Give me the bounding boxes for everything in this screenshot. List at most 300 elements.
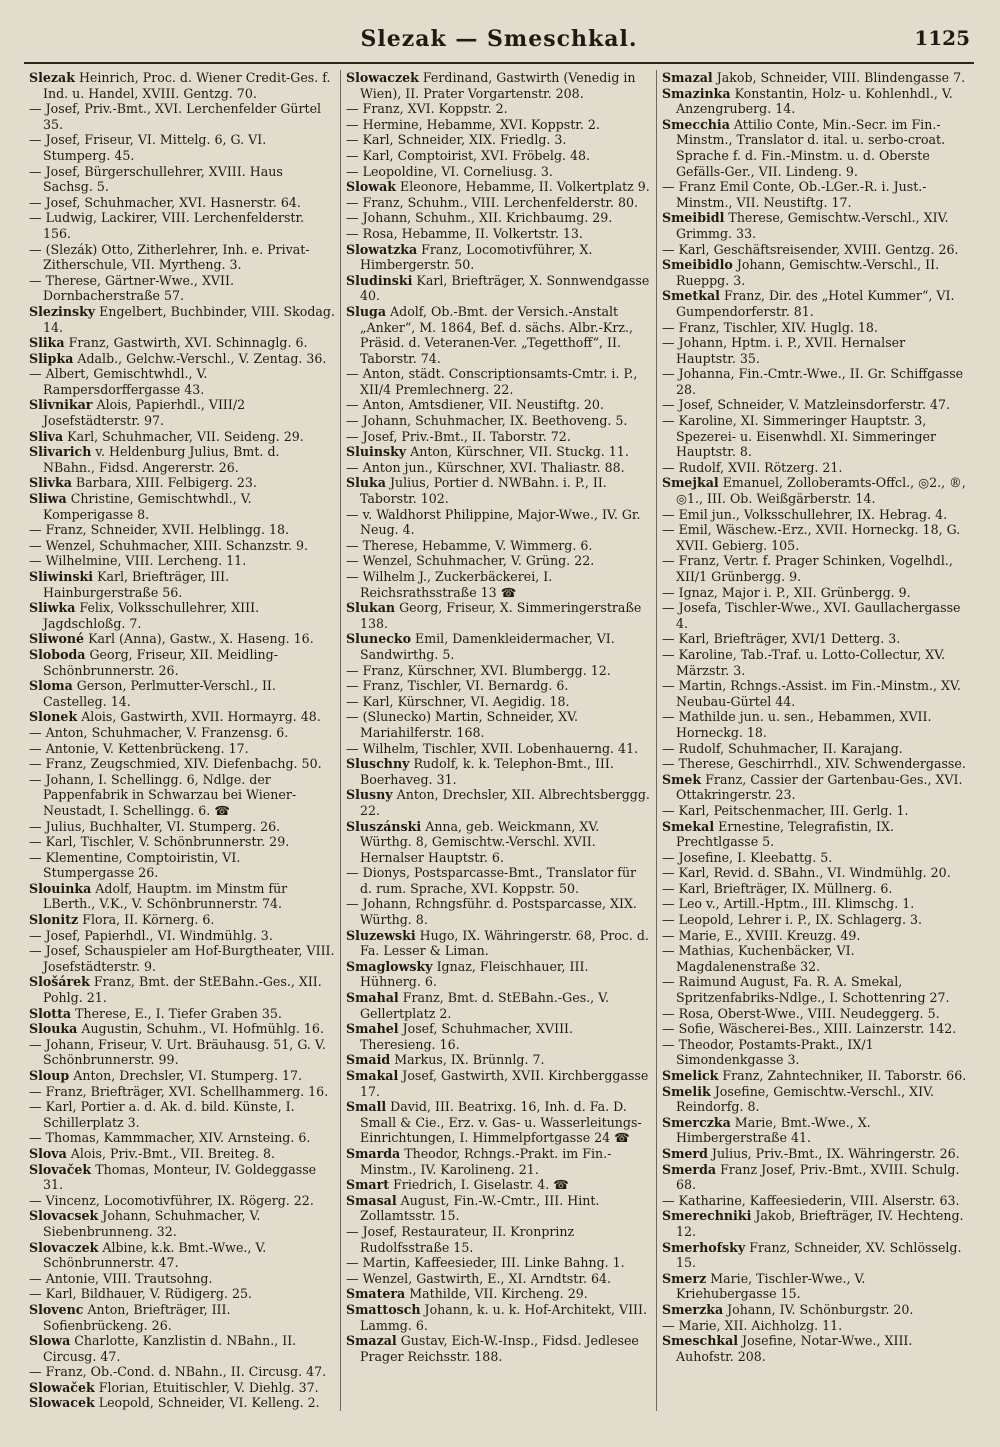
entry-details: — Dionys, Postsparcasse-Bmt., Translator für d. rum. Sprache, XVI. Koppstr. 50.: [346, 865, 637, 896]
directory-entry: [662, 335, 967, 366]
entry-details: Emanuel, Zolloberamts-Offcl., ◎2., ®, ◎1., III. Ob. Weißgärberstr. 14.: [676, 475, 966, 507]
entry-details: — Rosa, Hebamme, II. Volkertstr. 13.: [346, 225, 583, 241]
entry-surname: Sluinsky: [346, 444, 407, 460]
entry-details: Franz, Dir. des „Hotel Kummer“, VI. Gumpendorferstr. 81.: [676, 288, 955, 319]
entry-surname: Smelick: [662, 1068, 719, 1083]
directory-columns: [24, 70, 974, 1411]
entry-surname: Sloma: [29, 678, 73, 694]
directory-entry: [346, 787, 651, 818]
entry-details: Franz, Bmt. d. StEBahn.-Ges., V. Gellertplatz 2.: [360, 990, 610, 1021]
entry-details: — Karl, Comptoirist, XVI. Fröbelg. 48.: [346, 147, 591, 163]
entry-details: Karl, Schuhmacher, VII. Seideng. 29.: [67, 428, 304, 444]
entry-details: — Karl, Bildhauer, V. Rüdigerg. 25.: [29, 1286, 252, 1302]
directory-entry: [662, 600, 967, 631]
directory-entry: [346, 1286, 651, 1302]
entry-details: — Marie, E., XVIII. Kreuzg. 49.: [662, 927, 861, 943]
entry-details: — Anton jun., Kürschner, XVI. Thaliastr. 88.: [346, 459, 625, 475]
entry-surname: Slovenc: [29, 1301, 84, 1317]
entry-details: — Karl, Revid. d. SBahn., VI. Windmühlg. 20.: [662, 865, 951, 881]
entry-surname: Slonek: [29, 709, 78, 725]
entry-surname: Smek: [662, 771, 702, 787]
entry-surname: Smelik: [662, 1083, 711, 1099]
directory-entry: [662, 928, 967, 944]
entry-details: Gustav, Eich-W.-Insp., Fidsd. Jedlesee Prager Reichsstr. 188.: [360, 1333, 639, 1364]
directory-entry: [662, 974, 967, 1005]
entry-details: Josefine, Gemischtw.-Verschl., XIV. Reindorfg. 8.: [676, 1083, 934, 1115]
directory-entry: [29, 1130, 335, 1146]
entry-details: — Johanna, Fin.-Cmtr.-Wwe., II. Gr. Schiffgasse 28.: [662, 366, 964, 397]
entry-details: Franz, Locomotivführer, X. Himbergerstr. 50.: [360, 241, 593, 273]
entry-surname: Smerz: [662, 1270, 707, 1286]
directory-entry: [662, 1271, 967, 1302]
entry-details: — Josef, Priv.-Bmt., XVI. Lerchenfelder Gürtel 35.: [29, 101, 322, 132]
entry-details: — Josefa, Tischler-Wwe., XVI. Gaullachergasse 4.: [662, 600, 961, 631]
entry-surname: Small: [346, 1099, 387, 1115]
entry-details: — Anton, städt. Conscriptionsamts-Cmtr. i. P., XII/4 Premlechnerg. 22.: [346, 366, 638, 397]
entry-details: — Raimund August, Fa. R. A. Smekal, Spritzenfabriks-Ndlge., I. Schottenring 27.: [662, 974, 950, 1006]
entry-details: Josef, Schuhmacher, XVIII. Theresieng. 16.: [360, 1021, 574, 1052]
entry-details: August, Fin.-W.-Cmtr., III. Hint. Zollamtsstr. 15.: [360, 1192, 600, 1224]
entry-details: Julius, Portier d. NWBahn. i. P., II. Taborstr. 102.: [360, 475, 607, 507]
entry-details: Josef, Gastwirth, XVII. Kirchberggasse 17.: [360, 1068, 649, 1099]
directory-entry: [346, 70, 651, 101]
entry-details: — v. Waldhorst Philippine, Major-Wwe., IV. Gr. Neug. 4.: [346, 506, 641, 538]
entry-details: Mathilde, VII. Kircheng. 29.: [409, 1286, 588, 1302]
entry-details: — Franz, Ob.-Cond. d. NBahn., II. Circusg. 47.: [29, 1364, 327, 1380]
entry-details: — Josef, Schauspieler am Hof-Burgtheater, VIII. Josefstädterstr. 9.: [29, 943, 335, 974]
entry-surname: Sluzewski: [346, 927, 416, 943]
directory-entry: [662, 1318, 967, 1334]
entry-details: — Karoline, Tab.-Traf. u. Lotto-Collectur, XV. Märzstr. 3.: [662, 646, 946, 678]
directory-entry: [662, 709, 967, 740]
entry-details: Rudolf, k. k. Telephon-Bmt., III. Boerhaveg. 31.: [360, 756, 614, 787]
directory-entry: [662, 413, 967, 460]
directory-entry: [662, 819, 967, 850]
entry-details: Georg, Friseur, XII. Meidling-Schönbrunnerstr. 26.: [43, 646, 278, 678]
entry-details: — Johann, I. Schellingg. 6, Ndlge. der Pappenfabrik in Schwarzau bei Wiener-Neustadt, I. Schellingg. 6. ☎: [29, 771, 297, 818]
entry-details: Markus, IX. Brünnlg. 7.: [394, 1052, 545, 1068]
directory-entry: [662, 86, 967, 117]
entry-details: — (Slunecko) Martin, Schneider, XV. Mariahilferstr. 168.: [346, 709, 579, 740]
directory-entry: [662, 242, 967, 258]
entry-details: Alois, Gastwirth, XVII. Hormayrg. 48.: [81, 709, 321, 725]
entry-details: — Therese, Gärtner-Wwe., XVII. Dornbacherstraße 57.: [29, 272, 234, 304]
entry-details: — Martin, Kaffeesieder, III. Linke Bahng. 1.: [346, 1255, 625, 1271]
directory-entry: [29, 678, 335, 709]
entry-details: — Franz, Kürschner, XVI. Blumbergg. 12.: [346, 662, 611, 678]
directory-entry: [29, 475, 335, 491]
directory-entry: [29, 444, 335, 475]
entry-surname: Smerechniki: [662, 1208, 752, 1224]
entry-details: Anton, Briefträger, III. Sofienbrückeng. 26.: [43, 1301, 231, 1333]
directory-entry: [346, 1271, 651, 1287]
directory-entry: [346, 117, 651, 133]
entry-surname: Slova: [29, 1145, 67, 1161]
entry-details: — Klementine, Comptoiristin, VI. Stumpergasse 26.: [29, 849, 241, 881]
entry-details: — Therese, Hebamme, V. Wimmerg. 6.: [346, 537, 593, 553]
entry-details: Marie, Bmt.-Wwe., X. Himbergerstraße 41.: [676, 1114, 871, 1146]
directory-entry: [346, 990, 651, 1021]
directory-entry: [29, 1286, 335, 1302]
entry-details: — Vincenz, Locomotivführer, IX. Rögerg. 22.: [29, 1192, 314, 1208]
directory-entry: [662, 475, 967, 506]
entry-details: Theodor, Rchngs.-Prakt. im Fin.-Minstm., IV. Karolineng. 21.: [360, 1145, 612, 1177]
entry-details: — Anton, Schuhmacher, V. Franzensg. 6.: [29, 724, 289, 740]
directory-entry: [662, 850, 967, 866]
entry-details: — Karl, Portier a. d. Ak. d. bild. Künste, I. Schillerplatz 3.: [29, 1099, 295, 1130]
entry-details: — Emil jun., Volksschullehrer, IX. Hebrag. 4.: [662, 506, 948, 522]
entry-details: Johann, Schuhmacher, V. Siebenbrunneng. 32.: [43, 1208, 261, 1239]
directory-entry: [346, 1099, 651, 1146]
entry-details: — Wenzel, Schuhmacher, XIII. Schanzstr. 9.: [29, 537, 309, 553]
directory-entry: [662, 912, 967, 928]
directory-entry: [346, 1255, 651, 1271]
entry-details: Franz, Gastwirth, XVI. Schinnaglg. 6.: [68, 335, 308, 351]
entry-surname: Slezak: [29, 70, 75, 85]
directory-entry: [29, 164, 335, 195]
directory-entry: [29, 569, 335, 600]
entry-details: — Franz, XVI. Koppstr. 2.: [346, 101, 508, 117]
directory-entry: [662, 1193, 967, 1209]
entry-surname: Sliwka: [29, 600, 76, 616]
directory-entry: [662, 460, 967, 476]
directory-entry: [29, 1395, 335, 1411]
entry-details: — Johann, Schuhmacher, IX. Beethoveng. 5.: [346, 413, 628, 429]
entry-surname: Sliwoné: [29, 631, 85, 647]
directory-entry: [346, 429, 651, 445]
entry-details: Friedrich, I. Giselastr. 4. ☎: [393, 1177, 569, 1193]
entry-details: v. Heldenburg Julius, Bmt. d. NBahn., Fidsd. Angererstr. 26.: [43, 444, 280, 475]
entry-details: — Anton, Amtsdiener, VII. Neustiftg. 20.: [346, 397, 604, 413]
entry-surname: Slotta: [29, 1005, 72, 1021]
directory-entry: [346, 273, 651, 304]
directory-entry: [346, 242, 651, 273]
directory-entry: [346, 928, 651, 959]
entry-surname: Slovacsek: [29, 1208, 99, 1224]
entry-details: Karl (Anna), Gastw., X. Haseng. 16.: [88, 631, 314, 647]
page-number: 1125: [914, 26, 970, 50]
directory-entry: [29, 351, 335, 367]
entry-surname: Slukan: [346, 600, 396, 616]
entry-details: Karl, Briefträger, X. Sonnwendgasse 40.: [360, 272, 650, 304]
entry-surname: Smejkal: [662, 475, 719, 491]
directory-entry: [346, 101, 651, 117]
entry-details: — Antonie, VIII. Trautsohng.: [29, 1270, 213, 1286]
entry-details: — Karl, Peitschenmacher, III. Gerlg. 1.: [662, 802, 909, 818]
directory-entry: [662, 647, 967, 678]
entry-surname: Slonitz: [29, 912, 79, 928]
entry-details: Franz, Schneider, XV. Schlösselg. 15.: [676, 1239, 962, 1271]
entry-details: Johann, k. u. k. Hof-Architekt, VIII. Lammg. 6.: [360, 1301, 647, 1333]
entry-details: Johann, IV. Schönburgstr. 20.: [727, 1301, 914, 1317]
entry-details: — Josef, Priv.-Bmt., II. Taborstr. 72.: [346, 428, 571, 444]
entry-surname: Sloup: [29, 1068, 70, 1083]
directory-entry: [346, 1068, 651, 1099]
directory-entry: [662, 585, 967, 601]
entry-surname: Slowaczek: [346, 70, 419, 85]
entry-details: — Julius, Buchhalter, VI. Stumperg. 26.: [29, 818, 281, 834]
entry-details: — Johann, Rchngsführ. d. Postsparcasse, XIX. Würthg. 8.: [346, 896, 637, 928]
directory-entry: [662, 210, 967, 241]
entry-details: Adolf, Ob.-Bmt. der Versich.-Anstalt „Anker“, M. 1864, Bef. d. sächs. Albr.-Krz., Präsid. d. Veteranen-Ver. „Tegetthoff“, II. Taborstr. 74.: [360, 303, 633, 366]
directory-entry: [662, 1006, 967, 1022]
entry-details: — Rudolf, XVII. Rötzerg. 21.: [662, 459, 843, 475]
directory-entry: [29, 1208, 335, 1239]
directory-entry: [662, 1208, 967, 1239]
entry-details: Karl, Briefträger, III. Hainburgerstraße 56.: [43, 569, 230, 600]
directory-entry: [29, 210, 335, 241]
entry-details: Anna, geb. Weickmann, XV. Würthg. 8, Gemischtw.-Verschl. XVII. Hernalser Hauptstr. 6.: [360, 818, 600, 865]
directory-entry: [662, 117, 967, 179]
directory-entry: [346, 694, 651, 710]
entry-surname: Sludinski: [346, 272, 413, 288]
entry-details: Barbara, XIII. Felbigerg. 23.: [75, 475, 257, 491]
directory-entry: [346, 210, 651, 226]
entry-surname: Smazal: [346, 1333, 397, 1349]
entry-surname: Smazinka: [662, 85, 731, 101]
directory-entry: [346, 148, 651, 164]
entry-details: Ignaz, Fleischhauer, III. Hühnerg. 6.: [360, 958, 589, 990]
entry-surname: Sliwinski: [29, 569, 94, 584]
directory-entry: [346, 1333, 651, 1364]
entry-details: Attilio Conte, Min.-Secr. im Fin.-Minstm., Translator d. ital. u. serbo-croat. Sprache f. d. Fin.-Minstm. u. d. Oberste Gefälls-Ger., VII. Lindeng. 9.: [676, 116, 946, 179]
entry-surname: Slowaček: [29, 1379, 95, 1395]
page-header: [24, 22, 974, 64]
directory-entry: [29, 912, 335, 928]
entry-details: Marie, Tischler-Wwe., V. Kriehubergasse 15.: [676, 1270, 866, 1302]
entry-details: Leopold, Schneider, VI. Kelleng. 2.: [98, 1395, 320, 1411]
directory-entry: [29, 1084, 335, 1100]
entry-details: Hugo, IX. Währingerstr. 68, Proc. d. Fa. Lesser & Liman.: [360, 927, 649, 959]
directory-entry: [662, 741, 967, 757]
entry-details: Eleonore, Hebamme, II. Volkertplatz 9.: [400, 179, 650, 195]
directory-entry: [662, 1146, 967, 1162]
directory-entry: [29, 1021, 335, 1037]
directory-entry: [346, 1021, 651, 1052]
directory-entry: [29, 132, 335, 163]
directory-entry: [346, 1177, 651, 1193]
directory-entry: [662, 943, 967, 974]
directory-entry: [662, 507, 967, 523]
directory-entry: [662, 257, 967, 288]
directory-entry: [29, 491, 335, 522]
entry-details: — Antonie, V. Kettenbrückeng. 17.: [29, 740, 249, 756]
directory-entry: [29, 819, 335, 835]
entry-surname: Smetkal: [662, 288, 720, 304]
column-right: [656, 70, 972, 1411]
entry-details: Alois, Papierhdl., VIII/2 Josefstädterstr. 97.: [43, 397, 246, 429]
entry-details: — Johann, Friseur, V. Urt. Bräuhausg. 51, G. V. Schönbrunnerstr. 99.: [29, 1036, 326, 1068]
directory-entry: [662, 865, 967, 881]
directory-entry: [662, 522, 967, 553]
directory-entry: [346, 397, 651, 413]
directory-entry: [662, 288, 967, 319]
entry-details: — Mathilde jun. u. sen., Hebammen, XVII. Horneckg. 18.: [662, 709, 932, 740]
entry-details: Flora, II. Körnerg. 6.: [82, 912, 215, 928]
directory-entry: [346, 475, 651, 506]
directory-entry: [346, 678, 651, 694]
entry-surname: Smeschkal: [662, 1333, 739, 1349]
directory-entry: [346, 304, 651, 366]
directory-entry: [662, 1084, 967, 1115]
entry-surname: Smahal: [346, 990, 399, 1006]
entry-surname: Sloboda: [29, 646, 86, 662]
entry-details: Florian, Etuitischler, V. Diehlg. 37.: [98, 1379, 319, 1395]
directory-entry: [29, 772, 335, 819]
directory-entry: [29, 304, 335, 335]
entry-surname: Smazal: [662, 70, 713, 85]
directory-entry: [29, 974, 335, 1005]
column-middle: [340, 70, 656, 1411]
directory-entry: [346, 959, 651, 990]
directory-entry: [29, 1099, 335, 1130]
entry-details: — Franz, Vertr. f. Prager Schinken, Vogelhdl., XII/1 Grünbergg. 9.: [662, 553, 953, 584]
entry-surname: Sluszánski: [346, 818, 422, 834]
entry-details: Jakob, Schneider, VIII. Blindengasse 7.: [716, 70, 966, 85]
directory-entry: [346, 460, 651, 476]
entry-details: Charlotte, Kanzlistin d. NBahn., II. Circusg. 47.: [43, 1333, 297, 1364]
entry-surname: Slipka: [29, 350, 74, 366]
entry-details: — Wenzel, Gastwirth, E., XI. Arndtstr. 64.: [346, 1270, 611, 1286]
directory-entry: [29, 943, 335, 974]
directory-entry: [29, 1333, 335, 1364]
entry-surname: Smerzka: [662, 1301, 724, 1317]
directory-entry: [662, 320, 967, 336]
directory-entry: [662, 1302, 967, 1318]
directory-entry: [346, 819, 651, 866]
directory-entry: [346, 1224, 651, 1255]
directory-entry: [29, 553, 335, 569]
entry-surname: Slivnikar: [29, 397, 93, 413]
directory-entry: [29, 928, 335, 944]
running-head: Slezak — Smeschkal.: [360, 26, 638, 52]
directory-entry: [346, 179, 651, 195]
entry-details: — (Slezák) Otto, Zitherlehrer, Inh. e. Privat-Zitherschule, VII. Myrtheng. 3.: [29, 241, 310, 273]
directory-entry: [662, 397, 967, 413]
directory-entry: [29, 1162, 335, 1193]
entry-details: Emil, Damenkleidermacher, VI. Sandwirthg. 5.: [360, 631, 615, 662]
entry-surname: Slowatzka: [346, 241, 418, 257]
directory-entry: [29, 647, 335, 678]
directory-entry: [346, 132, 651, 148]
entry-details: Franz, Cassier der Gartenbau-Ges., XVI. Ottakringerstr. 23.: [676, 771, 963, 803]
entry-details: Anton, Kürschner, VII. Stuckg. 11.: [410, 444, 629, 460]
entry-surname: Slusny: [346, 787, 393, 803]
entry-details: — Franz, Tischler, XIV. Huglg. 18.: [662, 319, 878, 335]
directory-entry: [346, 553, 651, 569]
directory-entry: [29, 1302, 335, 1333]
entry-details: — Ignaz, Major i. P., XII. Grünbergg. 9.: [662, 584, 911, 600]
directory-entry: [346, 413, 651, 429]
directory-entry: [29, 242, 335, 273]
directory-entry: [662, 678, 967, 709]
entry-details: — Albert, Gemischtwhdl., V. Rampersdorffergasse 43.: [29, 366, 208, 397]
entry-details: Konstantin, Holz- u. Kohlenhdl., V. Anzengruberg. 14.: [676, 85, 953, 117]
entry-surname: Sliwa: [29, 491, 67, 507]
entry-details: — Wilhelmine, VIII. Lercheng. 11.: [29, 553, 247, 569]
directory-entry: [29, 522, 335, 538]
directory-entry: [29, 1380, 335, 1396]
directory-entry: [29, 709, 335, 725]
directory-entry: [346, 1302, 651, 1333]
directory-entry: [662, 553, 967, 584]
directory-entry: [346, 741, 651, 757]
directory-entry: [662, 366, 967, 397]
entry-surname: Slouka: [29, 1021, 78, 1037]
directory-entry: [346, 1052, 651, 1068]
entry-surname: Smerhofsky: [662, 1239, 746, 1255]
entry-details: — Franz, Zeugschmied, XIV. Diefenbachg. 50.: [29, 756, 322, 772]
directory-entry: [29, 850, 335, 881]
entry-details: — Johann, Schuhm., XII. Krichbaumg. 29.: [346, 210, 613, 226]
entry-surname: Smahel: [346, 1021, 399, 1037]
entry-details: Johann, Gemischtw.-Verschl., II. Rueppg. 3.: [676, 257, 940, 288]
directory-entry: [662, 179, 967, 210]
directory-entry: [29, 756, 335, 772]
directory-entry: [29, 366, 335, 397]
entry-details: Therese, Gemischtw.-Verschl., XIV. Grimmg. 33.: [676, 210, 949, 241]
directory-entry: [346, 600, 651, 631]
directory-entry: [662, 1068, 967, 1084]
entry-details: Gerson, Perlmutter-Verschl., II. Castelleg. 14.: [43, 678, 276, 709]
directory-entry: [29, 600, 335, 631]
directory-entry: [346, 631, 651, 662]
entry-details: — Johann, Hptm. i. P., XVII. Hernalser Hauptstr. 35.: [662, 335, 906, 366]
directory-entry: [346, 507, 651, 538]
entry-details: David, III. Beatrixg. 16, Inh. d. Fa. D. Small & Cie., Erz. v. Gas- u. Wasserleitungs-Einrichtungen, I. Himmelpfortgasse 24 ☎: [360, 1099, 642, 1146]
entry-details: — Karl, Briefträger, IX. Müllnerg. 6.: [662, 880, 893, 896]
entry-details: Albine, k.k. Bmt.-Wwe., V. Schönbrunnerstr. 47.: [43, 1239, 267, 1271]
directory-entry: [29, 101, 335, 132]
entry-surname: Smerda: [662, 1161, 717, 1177]
entry-details: Anton, Drechsler, XII. Albrechtsberggg. 22.: [360, 787, 650, 818]
entry-surname: Slivka: [29, 475, 72, 491]
directory-entry: [29, 1364, 335, 1380]
entry-details: — Josefine, I. Kleebattg. 5.: [662, 849, 833, 865]
directory-entry: [662, 1162, 967, 1193]
entry-details: — Franz, Briefträger, XVI. Schellhammerg. 16.: [29, 1083, 329, 1099]
entry-surname: Smaid: [346, 1052, 391, 1068]
directory-entry: [662, 1021, 967, 1037]
entry-details: — Hermine, Hebamme, XVI. Koppstr. 2.: [346, 116, 600, 132]
entry-surname: Smerd: [662, 1145, 708, 1161]
entry-surname: Smasal: [346, 1192, 397, 1208]
entry-surname: Sluga: [346, 303, 387, 319]
directory-entry: [29, 631, 335, 647]
entry-surname: Smarda: [346, 1145, 401, 1161]
entry-details: — Karl, Tischler, V. Schönbrunnerstr. 29.: [29, 834, 290, 850]
entry-details: — Sofie, Wäscherei-Bes., XIII. Lainzerstr. 142.: [662, 1021, 957, 1037]
entry-details: — Franz Emil Conte, Ob.-LGer.-R. i. Just.-Minstm., VII. Neustiftg. 17.: [662, 179, 927, 210]
directory-entry: [29, 70, 335, 101]
entry-surname: Slovaček: [29, 1161, 92, 1177]
directory-entry: [346, 195, 651, 211]
entry-details: — Martin, Rchngs.-Assist. im Fin.-Minstm., XV. Neubau-Gürtel 44.: [662, 678, 961, 709]
directory-entry: [662, 803, 967, 819]
entry-surname: Smecchia: [662, 116, 730, 132]
directory-entry: [662, 1115, 967, 1146]
entry-details: Josefine, Notar-Wwe., XIII. Auhofstr. 208.: [676, 1333, 913, 1364]
directory-entry: [29, 1037, 335, 1068]
directory-entry: [346, 226, 651, 242]
directory-entry: [346, 1193, 651, 1224]
entry-surname: Smatera: [346, 1286, 406, 1302]
directory-entry: [29, 1006, 335, 1022]
entry-details: Therese, E., I. Tiefer Graben 35.: [75, 1005, 282, 1021]
entry-details: — Leo v., Artill.-Hptm., III. Klimschg. 1.: [662, 896, 915, 912]
directory-entry: [346, 865, 651, 896]
entry-surname: Sluschny: [346, 756, 410, 772]
